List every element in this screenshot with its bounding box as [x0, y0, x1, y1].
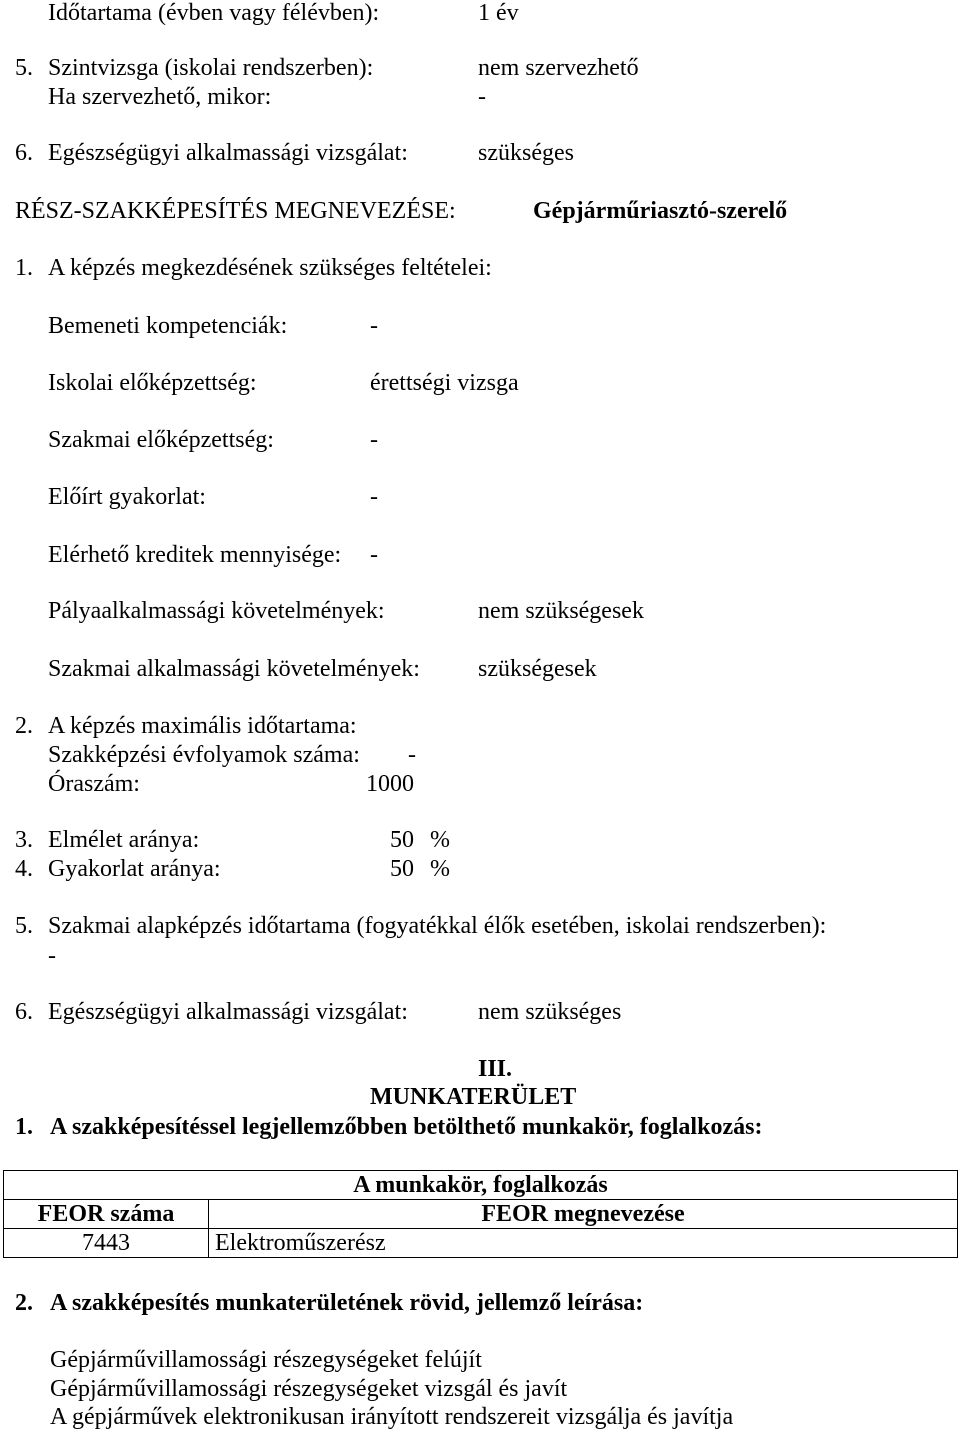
- level-exam-number: 5.: [15, 55, 33, 81]
- jobs-title: A szakképesítéssel legjellemzőbben betölthető munkakör, foglalkozás:: [50, 1114, 763, 1140]
- requirement-value: -: [370, 542, 378, 568]
- health-number: 6.: [15, 140, 33, 166]
- basic-training-number: 5.: [15, 913, 33, 939]
- requirement-value: -: [370, 484, 378, 510]
- health-check-number: 6.: [15, 999, 33, 1025]
- practice-ratio-label: Gyakorlat aránya:: [48, 856, 221, 882]
- requirement-label: Elérhető kreditek mennyisége:: [48, 542, 342, 568]
- theory-ratio-unit: %: [430, 827, 450, 853]
- requirement-value: -: [370, 427, 378, 453]
- table-row: [4, 1229, 958, 1258]
- requirement-value: -: [370, 313, 378, 339]
- max-duration-number: 2.: [15, 713, 33, 739]
- level-exam-value: nem szervezhető: [478, 55, 639, 81]
- theory-ratio-number: 3.: [15, 827, 33, 853]
- description-item: Gépjárművillamossági részegységeket vizsgál és javít: [50, 1376, 568, 1402]
- theory-ratio-label: Elmélet aránya:: [48, 827, 200, 853]
- level-exam-when-label: Ha szervezhető, mikor:: [48, 84, 272, 110]
- entry-requirements-title: A képzés megkezdésének szükséges feltételei:: [48, 255, 492, 281]
- section-roman-numeral: III.: [478, 1056, 513, 1082]
- requirement-label: Szakmai alkalmassági követelmények:: [48, 656, 420, 682]
- entry-requirements-number: 1.: [15, 255, 33, 281]
- jobs-number: 1.: [15, 1114, 33, 1140]
- column-header-feor-number: FEOR száma: [4, 1200, 209, 1229]
- practice-ratio-unit: %: [430, 856, 450, 882]
- grades-value: -: [408, 742, 416, 768]
- requirement-label: Előírt gyakorlat:: [48, 484, 206, 510]
- level-exam-label: Szintvizsga (iskolai rendszerben):: [48, 55, 374, 81]
- duration-label: Időtartama (évben vagy félévben):: [48, 0, 380, 26]
- practice-ratio-number: 4.: [15, 856, 33, 882]
- partial-qualification-name: Gépjárműriasztó-szerelő: [533, 198, 788, 224]
- requirement-value: szükségesek: [478, 656, 597, 682]
- practice-ratio-value: 50: [390, 856, 414, 882]
- table-caption-row: [4, 1171, 958, 1200]
- partial-qualification-label: RÉSZ-SZAKKÉPESÍTÉS MEGNEVEZÉSE:: [15, 198, 456, 224]
- description-item: Gépjárművillamossági részegységeket felújít: [50, 1347, 482, 1373]
- description-number: 2.: [15, 1290, 33, 1316]
- hours-label: Óraszám:: [48, 771, 140, 797]
- description-item: A gépjárművek elektronikusan irányított rendszereit vizsgálja és javítja: [50, 1404, 734, 1430]
- hours-value: 1000: [366, 771, 414, 797]
- health-label: Egészségügyi alkalmassági vizsgálat:: [48, 140, 408, 166]
- feor-table: [3, 1170, 958, 1258]
- basic-training-label: Szakmai alapképzés időtartama (fogyatékkal élők esetében, iskolai rendszerben):: [48, 913, 827, 939]
- theory-ratio-value: 50: [390, 827, 414, 853]
- health-value: szükséges: [478, 140, 574, 166]
- requirement-value: érettségi vizsga: [370, 370, 519, 396]
- feor-name-cell: Elektroműszerész: [209, 1229, 958, 1258]
- requirement-label: Iskolai előképzettség:: [48, 370, 257, 396]
- level-exam-when-value: -: [478, 84, 486, 110]
- health-check-label: Egészségügyi alkalmassági vizsgálat:: [48, 999, 408, 1025]
- health-check-value: nem szükséges: [478, 999, 622, 1025]
- section-title: MUNKATERÜLET: [370, 1084, 577, 1110]
- column-header-feor-name: FEOR megnevezése: [209, 1200, 958, 1229]
- feor-number-cell: 7443: [4, 1229, 209, 1258]
- table-caption: A munkakör, foglalkozás: [4, 1171, 958, 1200]
- requirement-label: Szakmai előképzettség:: [48, 427, 274, 453]
- table-header-row: [4, 1200, 958, 1229]
- requirement-label: Pályaalkalmassági követelmények:: [48, 598, 385, 624]
- max-duration-title: A képzés maximális időtartama:: [48, 713, 357, 739]
- grades-label: Szakképzési évfolyamok száma:: [48, 742, 360, 768]
- description-title: A szakképesítés munkaterületének rövid, jellemző leírása:: [50, 1290, 644, 1316]
- basic-training-value: -: [48, 943, 56, 969]
- requirement-value: nem szükségesek: [478, 598, 644, 624]
- requirement-label: Bemeneti kompetenciák:: [48, 313, 288, 339]
- duration-value: 1 év: [478, 0, 519, 26]
